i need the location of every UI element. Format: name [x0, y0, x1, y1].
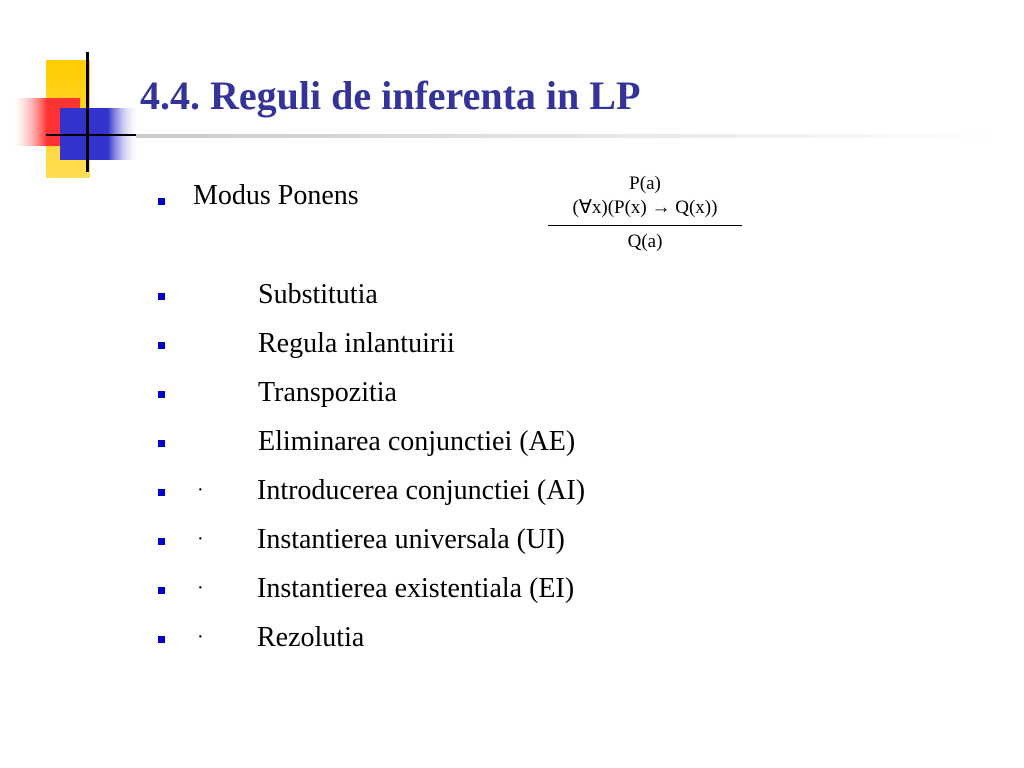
slide-title: 4.4. Reguli de inferenta in LP: [140, 73, 641, 118]
list-item-label: Introducerea conjunctiei (AI): [257, 475, 586, 506]
formula-premise-2: (∀x)(P(x) → Q(x)): [572, 197, 718, 218]
list-item: [0, 377, 800, 417]
list-item-dot: ·: [197, 577, 204, 599]
list-item: [0, 180, 800, 220]
square-bullet-icon: [158, 587, 165, 594]
list-item-label: Modus Ponens: [193, 180, 359, 211]
list-item-label: Rezolutia: [257, 622, 365, 653]
square-bullet-icon: [158, 198, 165, 205]
list-item-label: Transpozitia: [258, 377, 397, 408]
square-bullet-icon: [158, 489, 165, 496]
list-item-label: Substitutia: [258, 279, 378, 310]
square-bullet-icon: [158, 342, 165, 349]
formula-conclusion: Q(a): [627, 231, 663, 252]
square-bullet-icon: [158, 440, 165, 447]
list-item-dot: ·: [197, 528, 204, 550]
list-item-dot: ·: [197, 626, 204, 648]
square-bullet-icon: [158, 636, 165, 643]
formula-premise-1: P(a): [629, 173, 661, 194]
square-bullet-icon: [158, 293, 165, 300]
square-bullet-icon: [158, 538, 165, 545]
list-item: [0, 524, 800, 564]
list-item-label: Eliminarea conjunctiei (AE): [258, 426, 576, 457]
square-bullet-icon: [158, 391, 165, 398]
list-item: [0, 328, 800, 368]
list-item-label: Regula inlantuirii: [258, 328, 455, 359]
list-item: [0, 475, 800, 515]
list-item: [0, 279, 800, 319]
list-item: [0, 573, 800, 613]
list-item: [0, 622, 800, 662]
list-item-dot: ·: [197, 479, 204, 501]
list-item: [0, 426, 800, 466]
list-item-label: Instantierea universala (UI): [257, 524, 565, 555]
list-item-label: Instantierea existentiala (EI): [257, 573, 575, 604]
